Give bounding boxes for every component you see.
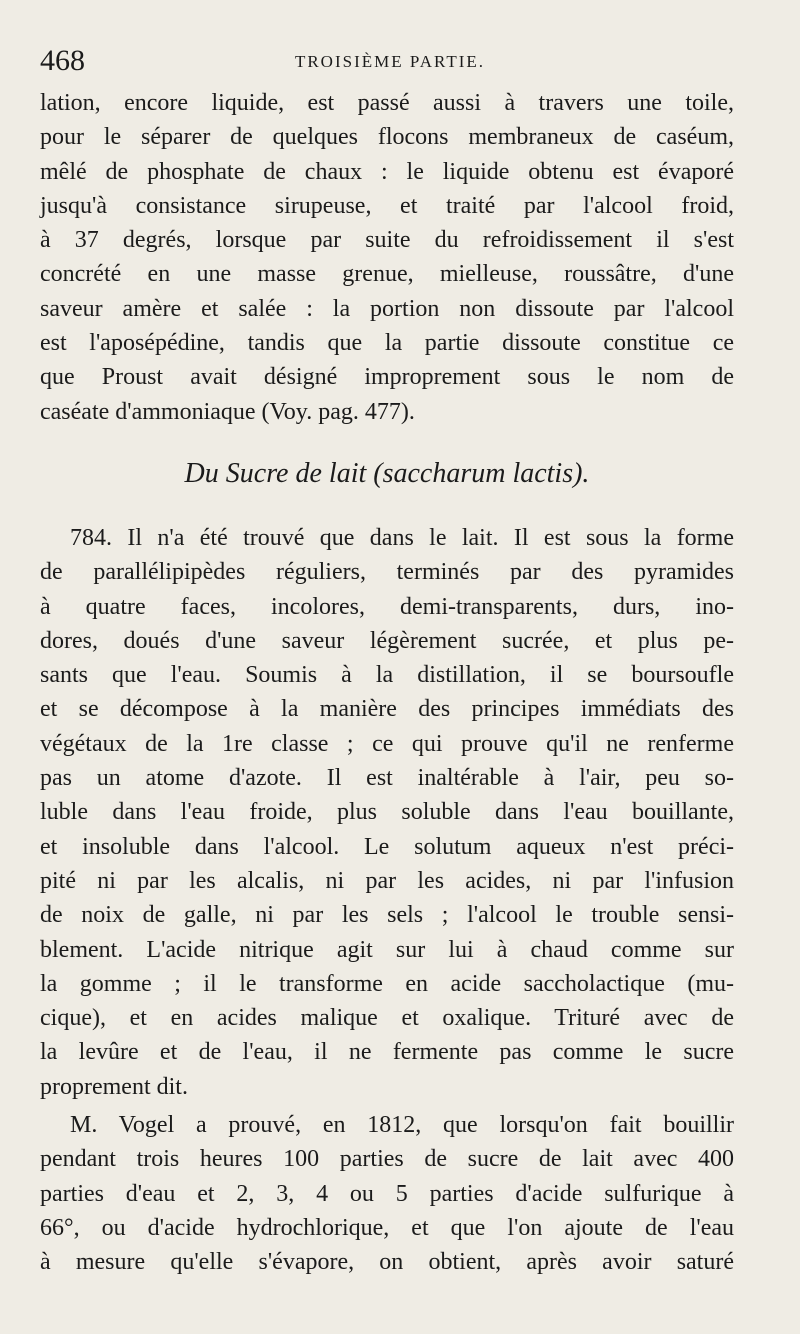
text-line: proprement dit. xyxy=(40,1073,188,1100)
section-heading: Du Sucre de lait (saccharum lactis). xyxy=(184,457,590,489)
text-line: à mesure qu'elle s'évapore, on obtient, après avoir saturé xyxy=(40,1249,734,1276)
text-line: pour le séparer de quelques flocons membraneux de caséum, xyxy=(40,124,734,151)
page-header xyxy=(40,44,740,84)
text-line: M. Vogel a prouvé, en 1812, que lorsqu'on fait bouillir xyxy=(70,1112,734,1139)
text-line: de parallélipipèdes réguliers, terminés par des pyramides xyxy=(40,559,734,586)
text-line: et se décompose à la manière des principes immédiats des xyxy=(40,696,734,723)
text-line: saveur amère et salée : la portion non dissoute par l'alcool xyxy=(40,295,734,322)
text-line: caséate d'ammoniaque (Voy. pag. 477). xyxy=(40,398,415,425)
paragraph-2 xyxy=(40,521,734,1104)
text-line: et insoluble dans l'alcool. Le solutum aqueux n'est préci- xyxy=(40,833,734,860)
text-line: 784. Il n'a été trouvé que dans le lait. Il est sous la forme xyxy=(70,524,734,551)
text-line: végétaux de la 1re classe ; ce qui prouve qu'il ne renferme xyxy=(40,730,734,757)
text-line: cique), et en acides malique et oxalique. Trituré avec de xyxy=(40,1005,734,1032)
text-line: à 37 degrés, lorsque par suite du refroidissement il s'est xyxy=(40,227,734,254)
text-line: blement. L'acide nitrique agit sur lui à chaud comme sur xyxy=(40,936,734,963)
text-line: jusqu'à consistance sirupeuse, et traité par l'alcool froid, xyxy=(40,192,734,219)
text-line: concrété en une masse grenue, mielleuse, roussâtre, d'une xyxy=(40,261,734,288)
page-number: 468 xyxy=(40,44,85,77)
text-line: la gomme ; il le transforme en acide saccholactique (mu- xyxy=(40,970,734,997)
text-line: dores, doués d'une saveur légèrement sucrée, et plus pe- xyxy=(40,627,734,654)
text-line: 66°, ou d'acide hydrochlorique, et que l'on ajoute de l'eau xyxy=(40,1214,734,1241)
text-line: luble dans l'eau froide, plus soluble dans l'eau bouillante, xyxy=(40,799,734,826)
text-line: sants que l'eau. Soumis à la distillation, il se boursoufle xyxy=(40,662,734,689)
text-line: que Proust avait désigné improprement sous le nom de xyxy=(40,364,734,391)
text-line: la levûre et de l'eau, il ne fermente pas comme le sucre xyxy=(40,1039,734,1066)
body-text xyxy=(40,86,734,1280)
paragraph-1 xyxy=(40,86,734,429)
text-line: lation, encore liquide, est passé aussi à travers une toile, xyxy=(40,90,734,116)
text-line: mêlé de phosphate de chaux : le liquide obtenu est évaporé xyxy=(40,158,734,185)
text-line: parties d'eau et 2, 3, 4 ou 5 parties d'acide sulfurique à xyxy=(40,1180,734,1207)
text-line: pendant trois heures 100 parties de sucre de lait avec 400 xyxy=(40,1146,734,1173)
text-line: de noix de galle, ni par les sels ; l'alcool le trouble sensi- xyxy=(40,902,734,929)
text-line: à quatre faces, incolores, demi-transparents, durs, ino- xyxy=(40,593,734,620)
paragraph-3 xyxy=(40,1108,734,1279)
text-line: est l'aposépédine, tandis que la partie dissoute constitue ce xyxy=(40,330,734,357)
text-line: pité ni par les alcalis, ni par les acides, ni par l'infusion xyxy=(40,867,734,894)
text-line: pas un atome d'azote. Il est inaltérable à l'air, peu so- xyxy=(40,765,734,792)
running-head: TROISIÈME PARTIE. xyxy=(294,52,486,71)
